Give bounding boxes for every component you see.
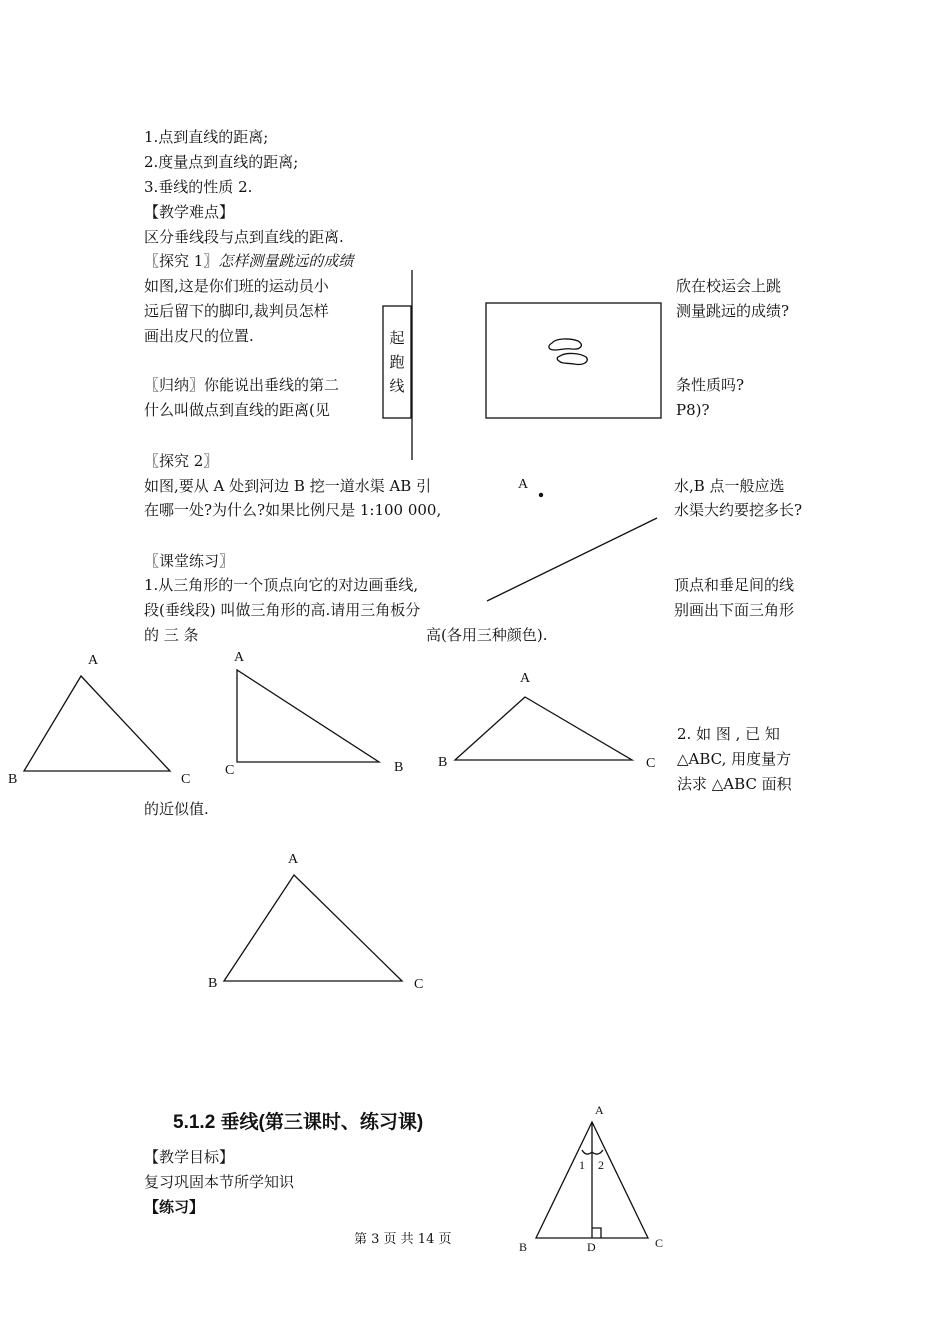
tri3-label-A: A [520, 671, 531, 686]
tri4-label-C: C [414, 977, 424, 992]
goal-heading: 【教学目标】 [144, 1148, 235, 1166]
tri5-label-C: C [655, 1236, 664, 1250]
tri4-label-B: B [208, 976, 218, 991]
tri5-label-2: 2 [598, 1158, 604, 1172]
start-line-char-3: 线 [389, 377, 405, 395]
explore1-line-b: 远后留下的脚印,裁判员怎样 [144, 302, 329, 320]
start-line-char-1: 起 [389, 329, 405, 347]
objective-3: 3.垂线的性质 2. [144, 178, 253, 196]
difficulty-heading: 【教学难点】 [144, 203, 235, 221]
explore1-title: 怎样测量跳远的成绩 [218, 252, 354, 270]
explore1-right-2: 测量跳远的成绩? [676, 302, 790, 320]
start-line-char-2: 跑 [389, 353, 405, 371]
tri3-label-B: B [438, 755, 448, 770]
triangle-area [224, 875, 402, 981]
summary-line-a: 〖归纳〗你能说出垂线的第二 [144, 376, 340, 394]
explore2-right-1: 水,B 点一般应选 [674, 477, 785, 495]
explore2-line-b: 在哪一处?为什么?如果比例尺是 1:100 000, [144, 501, 442, 519]
tri2-label-C: C [225, 763, 235, 778]
q2-line-c: 法求 △ABC 面积 [677, 775, 792, 793]
explore1-prefix: 〖探究 1〗 [144, 252, 219, 270]
practice-line-c: 的 三 条 [144, 626, 199, 644]
tri2-label-B: B [394, 760, 404, 775]
explore1-line-c: 画出皮尺的位置. [144, 327, 254, 345]
point-A [539, 493, 543, 497]
summary-right-2: P8)? [676, 401, 710, 419]
explore2-right-2: 水渠大约要挖多长? [674, 501, 803, 519]
practice-line-c2: 高(各用三种颜色). [426, 626, 548, 644]
tri5-label-1: 1 [579, 1158, 585, 1172]
exercise-heading: 【练习】 [144, 1198, 205, 1216]
practice-line-b: 段(垂线段) 叫做三角形的高.请用三角板分 [144, 601, 421, 619]
summary-right-1: 条性质吗? [676, 376, 745, 394]
q2-line-b: △ABC, 用度量方 [677, 750, 792, 768]
explore2-line-a: 如图,要从 A 处到河边 B 挖一道水渠 AB 引 [144, 477, 432, 495]
section-title: 5.1.2 垂线(第三课时、练习课) [173, 1112, 424, 1133]
tri1-label-B: B [8, 772, 18, 787]
tri5-label-D: D [587, 1240, 596, 1254]
practice-heading: 〖课堂练习〗 [144, 552, 235, 570]
footprint-icon [549, 339, 582, 350]
angle-arc-2 [592, 1150, 603, 1154]
tri5-label-A: A [595, 1103, 604, 1117]
goal-text: 复习巩固本节所学知识 [144, 1173, 295, 1191]
triangle-2 [237, 670, 379, 762]
q2-line-d: 的近似值. [144, 800, 209, 818]
triangle-3 [455, 697, 632, 760]
objective-1: 1.点到直线的距离; [144, 128, 269, 146]
tri5-label-B: B [519, 1240, 528, 1254]
tri1-label-C: C [181, 772, 191, 787]
explore1-line-a: 如图,这是你们班的运动员小 [144, 277, 329, 295]
tri4-label-A: A [288, 852, 299, 867]
explore2-heading: 〖探究 2〗 [144, 452, 219, 470]
summary-line-b: 什么叫做点到直线的距离(见 [144, 401, 330, 419]
difficulty-text: 区分垂线段与点到直线的距离. [144, 228, 344, 246]
river-line [487, 518, 657, 601]
q2-line-a: 2. 如 图 , 已 知 [677, 725, 780, 743]
objective-2: 2.度量点到直线的距离; [144, 153, 299, 171]
tri1-label-A: A [88, 653, 99, 668]
river-label-A: A [518, 477, 529, 492]
triangle-1 [24, 676, 170, 771]
sand-pit [486, 303, 661, 418]
practice-right-2: 别画出下面三角形 [674, 601, 795, 619]
angle-arc-1 [582, 1150, 592, 1154]
practice-line-a: 1.从三角形的一个顶点向它的对边画垂线, [144, 576, 419, 594]
page-footer: 第 3 页 共 14 页 [354, 1232, 452, 1247]
footprint-icon-2 [557, 353, 587, 364]
right-angle-mark [592, 1228, 601, 1238]
explore1-right-1: 欣在校运会上跳 [676, 277, 782, 295]
tri3-label-C: C [646, 756, 656, 771]
tri2-label-A: A [234, 650, 245, 665]
practice-right-1: 顶点和垂足间的线 [674, 576, 795, 594]
